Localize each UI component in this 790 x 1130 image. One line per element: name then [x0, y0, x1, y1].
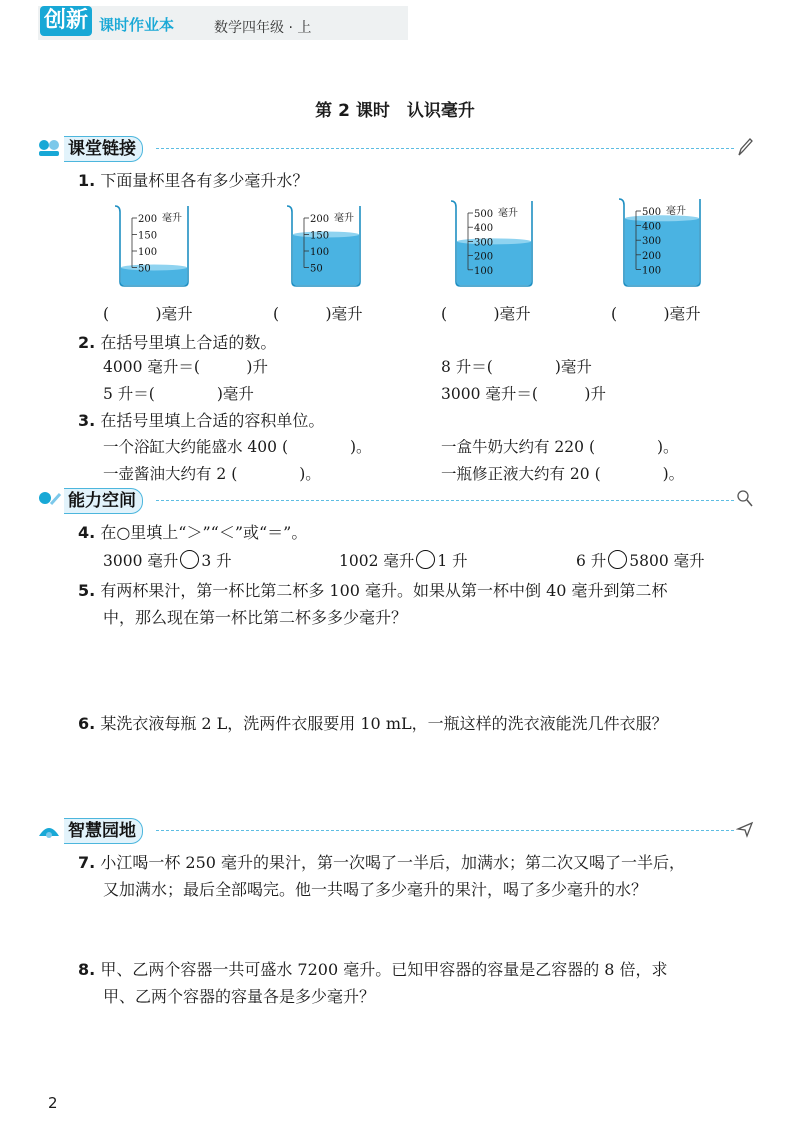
- section-divider: [156, 148, 734, 149]
- question-5: [78, 578, 668, 601]
- compare-circle[interactable]: [608, 550, 627, 569]
- fill-item[interactable]: 一个浴缸大约能盛水 400 ( )。: [103, 438, 372, 456]
- logo-main: 创新: [40, 6, 92, 36]
- question-4: [78, 520, 307, 543]
- compare-right: 5800 毫升: [629, 552, 705, 570]
- scale-label: 500: [642, 207, 662, 218]
- question-text: 在括号里填上合适的容积单位。: [100, 411, 325, 430]
- answer-blank-1[interactable]: ( )毫升: [103, 305, 193, 323]
- logo-text: 课时作业本: [99, 16, 175, 34]
- question-number: 3.: [78, 411, 96, 430]
- compare-circle[interactable]: [416, 550, 435, 569]
- scale-label: 300: [474, 237, 494, 249]
- compare-right: 1 升: [437, 552, 468, 570]
- fill-item[interactable]: 一盒牛奶大约有 220 ( )。: [441, 438, 679, 456]
- question-number: 4.: [78, 523, 96, 542]
- question-7: [78, 850, 685, 873]
- scale-unit: 毫升: [498, 208, 518, 219]
- scale-label: 200: [138, 214, 158, 225]
- fill-item[interactable]: 一壶酱油大约有 2 ( )。: [103, 465, 321, 483]
- question-number: 7.: [78, 853, 96, 872]
- question-text: 在括号里填上合适的数。: [100, 333, 277, 352]
- compare-item: [103, 549, 232, 571]
- compare-left: 3000 毫升: [103, 552, 179, 570]
- lesson-title: 第 2 课时 认识毫升: [315, 101, 475, 121]
- section-divider: [156, 830, 734, 831]
- water-fill: [293, 235, 359, 286]
- question-text: 甲、乙两个容器一共可盛水 7200 毫升。已知甲容器的容量是乙容器的 8 倍，求: [100, 960, 668, 979]
- scale-label: 100: [474, 265, 494, 277]
- compare-item: [339, 549, 468, 571]
- scale-label: 100: [642, 265, 662, 277]
- section-icon: [36, 820, 62, 840]
- section-title: 能力空间: [64, 488, 143, 514]
- scale-unit: 毫升: [162, 213, 182, 224]
- scale-label: 300: [642, 236, 662, 248]
- question-number: 1.: [78, 171, 96, 190]
- section-icon: [36, 490, 62, 510]
- scale-unit: 毫升: [334, 213, 354, 224]
- scale-label: 400: [642, 221, 662, 233]
- fill-item[interactable]: 3000 毫升＝( )升: [441, 385, 606, 403]
- question-6: [78, 711, 668, 734]
- compare-right: 3 升: [201, 552, 232, 570]
- magnifier-icon: [736, 488, 754, 510]
- scale-label: 400: [474, 223, 494, 235]
- question-number: 8.: [78, 960, 96, 979]
- measuring-cup-3: [448, 195, 536, 290]
- scale-label: 200: [310, 214, 330, 225]
- question-8: [78, 957, 668, 980]
- question-text: 下面量杯里各有多少毫升水？: [100, 171, 309, 190]
- question-text: 有两杯果汁，第一杯比第二杯多 100 毫升。如果从第一杯中倒 40 毫升到第二杯: [100, 581, 668, 600]
- question-number: 5.: [78, 581, 96, 600]
- question-text: 某洗衣液每瓶 2 L，洗两件衣服要用 10 mL，一瓶这样的洗衣液能洗几件衣服？: [100, 714, 668, 733]
- scale-label: 200: [642, 250, 662, 262]
- measuring-cup-2: [284, 200, 364, 290]
- scale-label: 50: [310, 263, 323, 275]
- question-text: 在○里填上“＞”“＜”或“＝”。: [100, 523, 308, 542]
- question-1: [78, 168, 308, 191]
- question-2: [78, 330, 276, 353]
- section-title: 智慧园地: [64, 818, 143, 844]
- compare-item: [576, 549, 705, 571]
- section-divider: [156, 500, 734, 501]
- compare-circle[interactable]: [180, 550, 199, 569]
- section-icon: [36, 138, 62, 158]
- answer-blank-2[interactable]: ( )毫升: [273, 305, 363, 323]
- scale-label: 100: [310, 247, 330, 258]
- page-number: 2: [48, 1094, 58, 1112]
- fill-item[interactable]: 5 升＝( )毫升: [103, 385, 254, 403]
- compare-left: 1002 毫升: [339, 552, 415, 570]
- question-3: [78, 408, 324, 431]
- paper-plane-icon: [736, 818, 754, 840]
- answer-blank-4[interactable]: ( )毫升: [611, 305, 701, 323]
- fill-item[interactable]: 4000 毫升＝( )升: [103, 358, 268, 376]
- question-number: 6.: [78, 714, 96, 733]
- scale-unit: 毫升: [666, 206, 686, 217]
- water-surface: [121, 265, 187, 271]
- measuring-cup-4: [616, 193, 704, 290]
- question-text: 小江喝一杯 250 毫升的果汁，第一次喝了一半后，加满水；第二次又喝了一半后，: [100, 853, 686, 872]
- section-title: 课堂链接: [64, 136, 143, 162]
- question-text-cont: 中，那么现在第一杯比第二杯多多少毫升？: [103, 608, 408, 627]
- fill-item[interactable]: 一瓶修正液大约有 20 ( )。: [441, 465, 685, 483]
- question-text-cont: 甲、乙两个容器的容量各是多少毫升？: [103, 987, 376, 1006]
- question-text-cont: 又加满水；最后全部喝完。他一共喝了多少毫升的果汁，喝了多少毫升的水？: [103, 880, 648, 899]
- subject-label: 数学四年级 · 上: [214, 20, 312, 36]
- fill-item[interactable]: 8 升＝( )毫升: [441, 358, 592, 376]
- pencil-icon: [736, 136, 754, 158]
- compare-left: 6 升: [576, 552, 607, 570]
- scale-label: 50: [138, 263, 151, 275]
- section-header-1: [36, 136, 754, 160]
- section-header-3: [36, 818, 754, 842]
- section-header-2: [36, 488, 754, 512]
- measuring-cup-1: [112, 200, 192, 290]
- scale-label: 500: [474, 209, 494, 220]
- scale-label: 150: [138, 230, 158, 242]
- question-number: 2.: [78, 333, 96, 352]
- scale-label: 150: [310, 230, 330, 242]
- scale-label: 200: [474, 251, 494, 263]
- scale-label: 100: [138, 247, 158, 258]
- answer-blank-3[interactable]: ( )毫升: [441, 305, 531, 323]
